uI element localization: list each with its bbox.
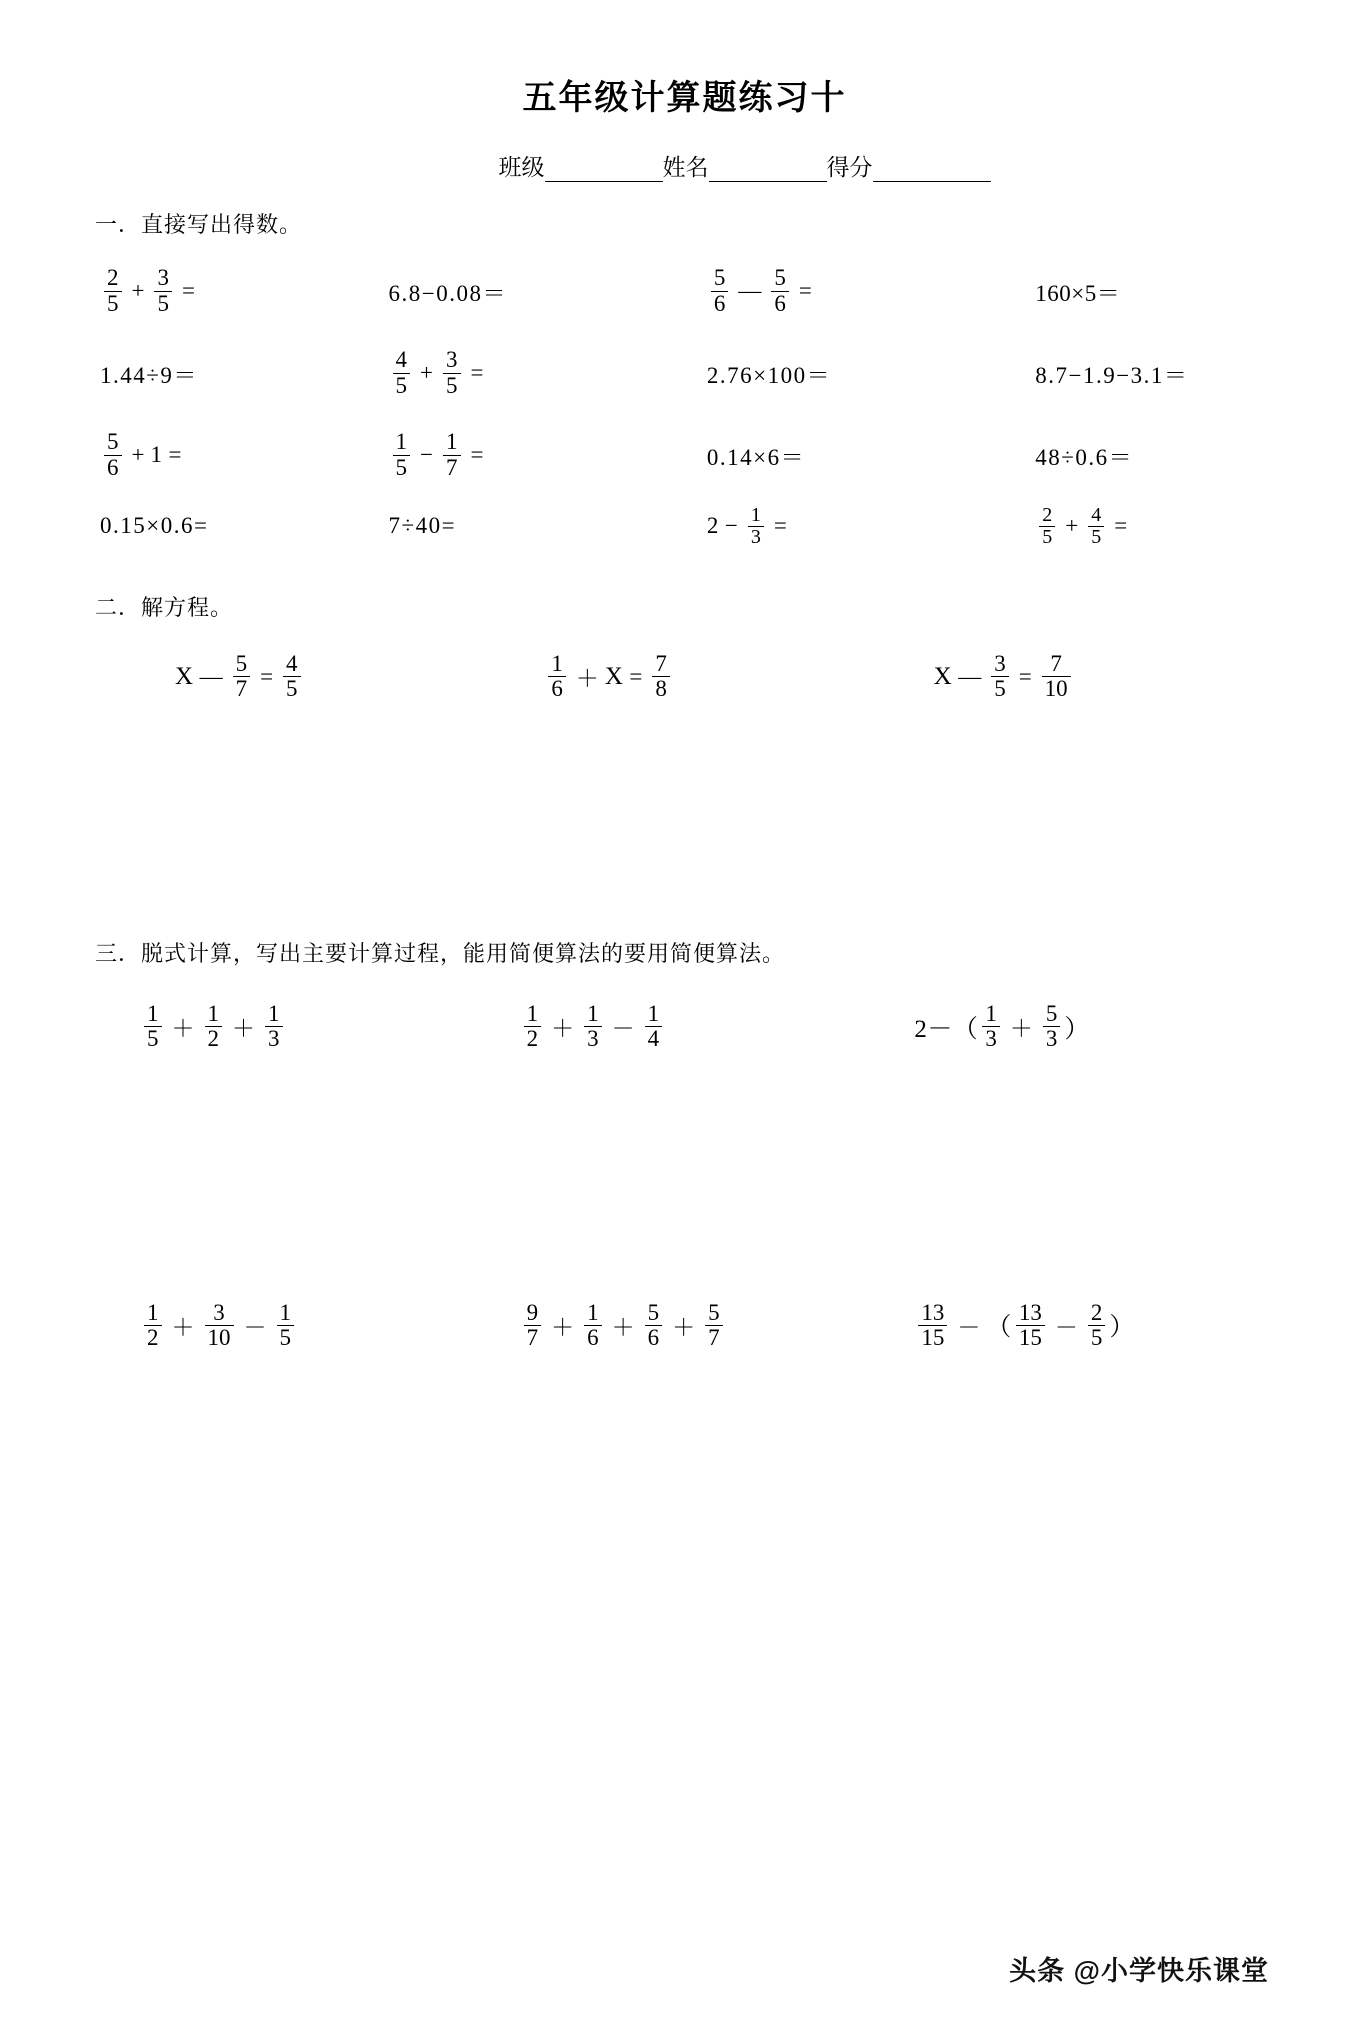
name-label: 姓名 bbox=[662, 155, 709, 180]
fraction: $\frac{5}{6}$ bbox=[104, 430, 122, 479]
fraction: $\frac{1}{6}$ bbox=[548, 652, 566, 701]
fraction: $\frac{2}{5}$ bbox=[1039, 505, 1055, 548]
fraction: $\frac{3}{10}$ bbox=[205, 1301, 234, 1350]
expression-item bbox=[95, 1301, 500, 1350]
operator: ＋ bbox=[232, 1016, 255, 1042]
class-label: 班级 bbox=[498, 155, 545, 180]
fraction: $\frac{1}{3}$ bbox=[748, 505, 764, 548]
problem-row bbox=[95, 425, 1274, 485]
equation-item bbox=[95, 652, 524, 701]
fraction: $\frac{13}{15}$ bbox=[918, 1301, 947, 1350]
fraction: $\frac{5}{7}$ bbox=[233, 652, 251, 701]
problem-item bbox=[389, 348, 707, 397]
variable: X bbox=[933, 662, 953, 690]
expression-item bbox=[879, 1301, 1274, 1350]
operator: − bbox=[420, 442, 434, 467]
fraction: $\frac{1}{5}$ bbox=[393, 430, 411, 479]
fraction: $\frac{1}{5}$ bbox=[144, 1002, 162, 1051]
watermark: 头条 @小学快乐课堂 bbox=[1009, 1956, 1269, 1986]
fraction: $\frac{3}{5}$ bbox=[991, 652, 1009, 701]
problem-item bbox=[707, 266, 1035, 315]
fraction: $\frac{1}{2}$ bbox=[205, 1002, 223, 1051]
fraction: $\frac{2}{5}$ bbox=[1088, 1301, 1106, 1350]
student-info-line bbox=[95, 149, 1274, 182]
fraction: $\frac{1}{3}$ bbox=[265, 1002, 283, 1051]
problem-item: 6.8−0.08＝ bbox=[388, 280, 508, 306]
section-heading-one: 一．直接写出得数。 bbox=[95, 212, 303, 237]
expression-row bbox=[95, 1002, 1274, 1051]
equals-sign: = bbox=[1114, 513, 1128, 538]
operator: － bbox=[243, 1314, 267, 1340]
operator: ＋ bbox=[551, 1314, 575, 1340]
problem-row bbox=[95, 261, 1274, 321]
fraction: $\frac{1}{3}$ bbox=[982, 1002, 1000, 1051]
fraction: $\frac{5}{6}$ bbox=[711, 266, 729, 315]
answer-space[interactable] bbox=[95, 1052, 1274, 1267]
problem-item: 2.76×100＝ bbox=[706, 362, 832, 388]
page-title: 五年级计算题练习十 bbox=[522, 80, 847, 117]
expression-item bbox=[879, 1002, 1274, 1051]
fraction: $\frac{1}{7}$ bbox=[443, 430, 461, 479]
fraction: $\frac{1}{4}$ bbox=[645, 1002, 663, 1051]
expression-item bbox=[95, 1002, 500, 1051]
fraction: $\frac{1}{3}$ bbox=[584, 1002, 602, 1051]
equals-sign: = bbox=[470, 360, 484, 385]
worksheet-page bbox=[0, 70, 1369, 2026]
equals-sign: = bbox=[260, 663, 274, 689]
number: 1 bbox=[150, 442, 163, 467]
operator: — bbox=[958, 663, 982, 689]
equals-sign: = bbox=[168, 442, 182, 467]
section-heading-three: 三．脱式计算，写出主要计算过程，能用简便算法的要用简便算法。 bbox=[95, 941, 786, 967]
operator: ＋ bbox=[575, 666, 599, 692]
equals-sign: = bbox=[1018, 663, 1032, 689]
fraction: $\frac{4}{5}$ bbox=[283, 652, 301, 701]
operator: + bbox=[131, 278, 145, 303]
expression-row bbox=[95, 1301, 1274, 1350]
equation-item bbox=[894, 652, 1274, 701]
variable: X bbox=[604, 662, 624, 690]
operator: ＋ bbox=[611, 1314, 635, 1340]
problem-item bbox=[95, 430, 389, 479]
expression-item bbox=[500, 1002, 880, 1051]
equals-sign: = bbox=[470, 442, 484, 467]
operator: ＋ bbox=[1009, 1016, 1033, 1042]
operator: ＋ bbox=[551, 1016, 575, 1042]
expression-item bbox=[500, 1301, 880, 1350]
problem-row bbox=[95, 503, 1274, 549]
problem-item: 7÷40= bbox=[388, 513, 457, 538]
score-blank[interactable] bbox=[873, 159, 991, 182]
operator: － bbox=[1054, 1314, 1078, 1340]
equals-sign: = bbox=[629, 663, 643, 689]
fraction: $\frac{5}{6}$ bbox=[645, 1301, 663, 1350]
fraction: $\frac{3}{5}$ bbox=[154, 266, 172, 315]
tail-text: ） bbox=[1109, 1314, 1135, 1342]
operator: － bbox=[611, 1016, 635, 1042]
lead-text: 2－（ bbox=[914, 1015, 979, 1043]
fraction: $\frac{3}{5}$ bbox=[443, 348, 461, 397]
problem-item: 1.44÷9＝ bbox=[100, 362, 198, 388]
operator: − bbox=[724, 513, 738, 538]
fraction: $\frac{7}{8}$ bbox=[652, 652, 670, 701]
equals-sign: = bbox=[773, 513, 787, 538]
problem-item: 8.7−1.9−3.1＝ bbox=[1035, 362, 1189, 388]
fraction: $\frac{1}{6}$ bbox=[584, 1301, 602, 1350]
problem-item bbox=[95, 266, 389, 315]
fraction: $\frac{1}{5}$ bbox=[277, 1301, 295, 1350]
operator: ＋ bbox=[672, 1314, 696, 1340]
equation-row bbox=[95, 652, 1274, 701]
fraction: $\frac{1}{2}$ bbox=[144, 1301, 162, 1350]
equals-sign: = bbox=[181, 278, 195, 303]
class-blank[interactable] bbox=[545, 159, 663, 182]
operator: ＋ bbox=[171, 1016, 195, 1042]
operator: － bbox=[957, 1314, 981, 1340]
number: 2 bbox=[706, 513, 719, 538]
tail-text: ） bbox=[1064, 1015, 1090, 1043]
fraction: $\frac{7}{10}$ bbox=[1042, 652, 1071, 701]
fraction: $\frac{1}{2}$ bbox=[524, 1002, 542, 1051]
problem-item bbox=[1035, 505, 1274, 548]
operator: ＋ bbox=[171, 1314, 195, 1340]
fraction: $\frac{5}{3}$ bbox=[1043, 1002, 1061, 1051]
answer-space[interactable] bbox=[95, 701, 1274, 911]
problem-row bbox=[95, 343, 1274, 403]
section-heading-two: 二．解方程。 bbox=[95, 595, 234, 620]
problem-item: 48÷0.6＝ bbox=[1035, 444, 1134, 470]
operator: + bbox=[131, 442, 145, 467]
problem-item bbox=[707, 505, 1035, 548]
fraction: $\frac{5}{6}$ bbox=[771, 266, 789, 315]
problem-item bbox=[389, 430, 707, 479]
problem-item: 0.14×6＝ bbox=[706, 444, 806, 470]
fraction: $\frac{13}{15}$ bbox=[1016, 1301, 1045, 1350]
equation-item bbox=[524, 652, 893, 701]
operator: — bbox=[199, 663, 223, 689]
fraction: $\frac{5}{7}$ bbox=[705, 1301, 723, 1350]
operator: — bbox=[738, 278, 762, 303]
operator: + bbox=[420, 360, 434, 385]
variable: X bbox=[175, 662, 194, 690]
name-blank[interactable] bbox=[709, 159, 827, 182]
problem-item: 160×5＝ bbox=[1035, 280, 1121, 306]
problem-item: 0.15×0.6= bbox=[100, 513, 209, 538]
fraction: $\frac{4}{5}$ bbox=[393, 348, 411, 397]
fraction: $\frac{2}{5}$ bbox=[104, 266, 122, 315]
fraction: $\frac{9}{7}$ bbox=[524, 1301, 542, 1350]
equals-sign: = bbox=[798, 278, 812, 303]
fraction: $\frac{4}{5}$ bbox=[1088, 505, 1104, 548]
lead-text: （ bbox=[986, 1314, 1012, 1342]
operator: + bbox=[1065, 513, 1079, 538]
score-label: 得分 bbox=[826, 155, 873, 180]
